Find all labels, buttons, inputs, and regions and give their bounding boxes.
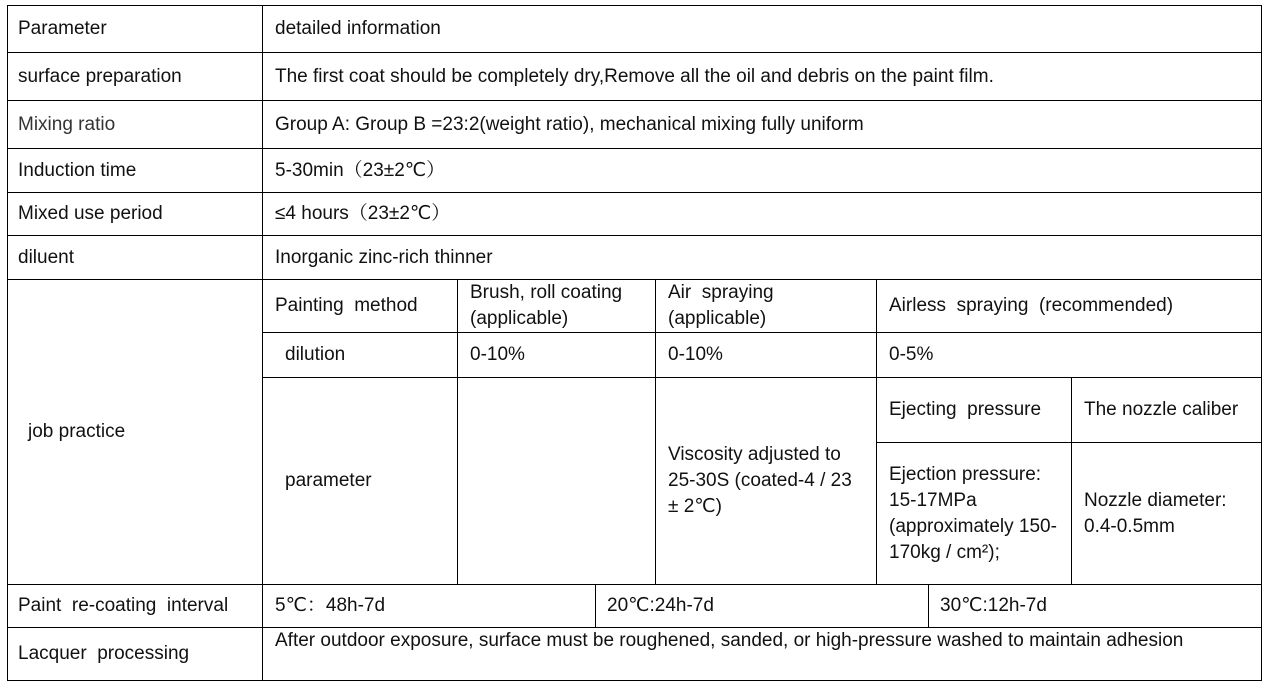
row-value-induction <box>263 149 1261 192</box>
cell-text: parameter <box>285 470 372 491</box>
row-value-mixing <box>263 101 1261 148</box>
cell-text: diluent <box>18 246 74 268</box>
cell-text: dilution <box>285 344 346 365</box>
cell-text: 0-10% <box>470 344 525 365</box>
header-painting-method <box>263 280 457 332</box>
cell-text: Group A: Group B =23:2(weight ratio), mechanical mixing fully uniform <box>275 113 864 135</box>
header-air-spraying <box>656 280 876 332</box>
cell-text: Mixing ratio <box>18 113 116 135</box>
cell-text: job practice <box>28 421 126 442</box>
cell-text: 5℃：48h-7d <box>275 595 386 616</box>
row-label-mixed-use <box>8 193 262 235</box>
dilution-air <box>656 333 876 377</box>
cell-text: 0-10% <box>668 344 723 365</box>
ejection-pressure-value <box>877 443 1071 584</box>
cell-text: 30℃:12h-7d <box>940 595 1047 616</box>
row-value-mixed-use <box>263 193 1261 235</box>
row-label-lacquer <box>8 628 262 680</box>
row-value-diluent <box>263 236 1261 279</box>
cell-text: 0-5% <box>889 344 934 365</box>
dilution-label <box>263 333 457 377</box>
parameter-label <box>263 378 457 584</box>
cell-text: Mixed use period <box>18 203 163 224</box>
header-airless-spraying <box>877 280 1261 332</box>
row-label-diluent <box>8 236 262 279</box>
cell-text: Air spraying (applicable) <box>668 282 779 329</box>
cell-text: Parameter <box>18 18 107 39</box>
cell-text: Airless spraying (recommended) <box>889 295 1174 316</box>
row-label-surface <box>8 53 262 100</box>
header-ejecting-pressure <box>877 378 1071 442</box>
nozzle-diameter-value <box>1072 443 1261 584</box>
row-label-recoat <box>8 585 262 627</box>
cell-text: After outdoor exposure, surface must be roughened, sanded, or high-pressure washed to maintain adhesion <box>275 630 1184 651</box>
dilution-airless <box>877 333 1261 377</box>
row-label-job-practice <box>8 280 262 584</box>
cell-text: Lacquer processing <box>18 643 190 664</box>
cell-text: ≤4 hours（23±2℃） <box>275 203 451 224</box>
cell-text: The first coat should be completely dry,Remove all the oil and debris on the paint film. <box>275 65 994 87</box>
row-value-lacquer <box>263 628 1261 680</box>
cell-text: Ejecting pressure <box>889 399 1042 420</box>
cell-text: Paint re-coating interval <box>18 595 229 616</box>
row-label-induction <box>8 149 262 192</box>
cell-text: surface preparation <box>18 65 182 87</box>
row-label-mixing <box>8 101 262 148</box>
header-nozzle-caliber <box>1072 378 1261 442</box>
cell-text: Ejection pressure: 15-17MPa (approximately 150-170kg / cm²); <box>889 464 1057 563</box>
recoat-20c <box>596 585 928 627</box>
row-value-parameter <box>263 6 1261 52</box>
cell-text: detailed information <box>275 18 441 39</box>
recoat-30c <box>929 585 1261 627</box>
row-value-surface <box>263 53 1261 100</box>
cell-text: The nozzle caliber <box>1084 399 1239 420</box>
cell-text: 5-30min（23±2℃） <box>275 159 446 181</box>
grid-line <box>1261 5 1262 681</box>
header-brush-roll <box>458 280 655 332</box>
cell-text: Painting method <box>275 295 418 316</box>
cell-text: Induction time <box>18 159 137 181</box>
parameter-air-viscosity <box>656 378 876 584</box>
dilution-brush <box>458 333 655 377</box>
cell-text: Brush, roll coating (applicable) <box>470 282 623 329</box>
grid-line <box>7 680 1262 681</box>
recoat-5c <box>263 585 595 627</box>
cell-text: Nozzle diameter: 0.4-0.5mm <box>1084 489 1227 537</box>
cell-text: 20℃:24h-7d <box>607 595 714 616</box>
cell-text: Inorganic zinc-rich thinner <box>275 246 493 268</box>
cell-text: Viscosity adjusted to 25-30S (coated-4 / 23 ± 2℃) <box>668 444 852 517</box>
parameter-brush <box>458 378 655 584</box>
row-label-parameter <box>8 6 262 52</box>
